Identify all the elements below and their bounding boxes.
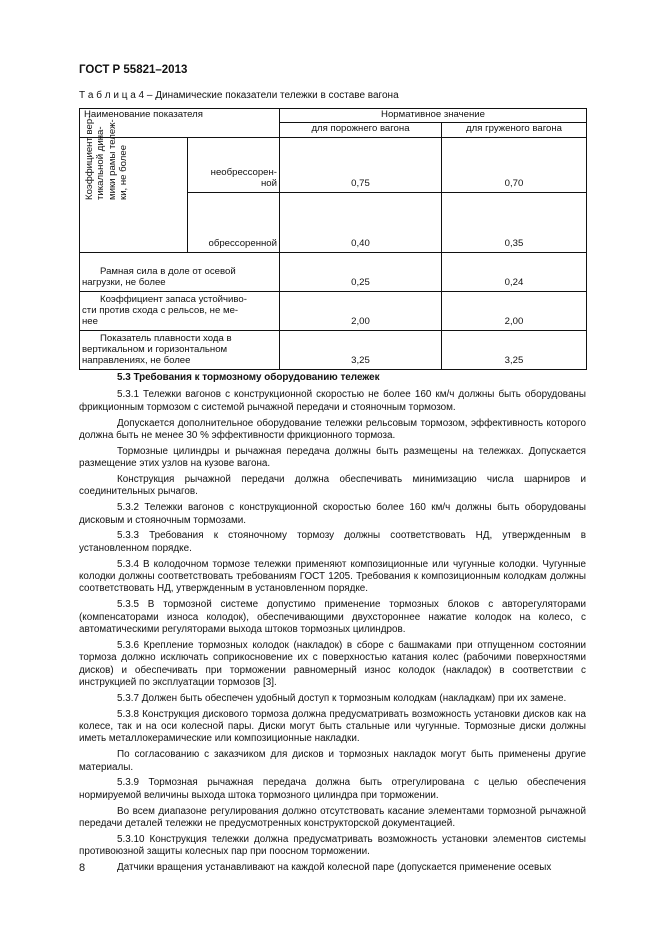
header-indicator-name: Наименование показателя [80, 109, 280, 138]
paragraph: 5.3.2 Тележки вагонов с конструкционной скоростью более 160 км/ч должны быть оборудованы дисковым и стояночным тормозами. [79, 502, 586, 526]
derailment-stability-label: Коэффициент запаса устойчиво- сти против схода с рельсов, не ме- нее [80, 291, 280, 330]
header-loaded-wagon: для груженого вагона [442, 123, 587, 137]
paragraph: 5.3.8 Конструкция дискового тормоза должна предусматривать возможность установки дисков как на колесе, так и на оси колесной пары. Диски могут быть стальные или чугунные. Тормозные диски должны иметь металлокерамические или композиционные накладки. [79, 708, 586, 745]
section-heading: 5.3 Требования к тормозному оборудованию тележек [117, 372, 380, 383]
paragraph: Допускается дополнительное оборудование тележки рельсовым тормозом, эффективность которого должна быть не менее 30 % эффективности фрикционного тормоза. [79, 417, 586, 442]
paragraph: 5.3.9 Тормозная рычажная передача должна быть отрегулирована с целью обеспечения нормируемой величины выхода штока тормозного цилиндра при торможении. [79, 777, 586, 801]
paragraph: 5.3.6 Крепление тормозных колодок (накладок) в сборе с башмаками при отпущенном состоянии тормоза должно исключать соприкосновение их с поверхностью катания колес (рабочими поверхностями дисков) и обеспечивать при торможении равномерный износ колодок (накладок) в соответствии с инструкцией по эксплуатации тормозов [3]. [79, 639, 586, 689]
frame-force-label: Рамная сила в доле от осевой нагрузки, не более [80, 252, 280, 291]
sub-sprung-label: обрессоренной [188, 192, 280, 252]
paragraph: Конструкция рычажной передачи должна обеспечивать минимизацию числа шарниров и соединительных рычагов. [79, 474, 586, 498]
header-normative-value: Нормативное значение [280, 109, 587, 123]
paragraph: 5.3.3 Требования к стояночному тормозу должны соответствовать НД, утвержденным в установленном порядке. [79, 530, 586, 554]
paragraph: 5.3.10 Конструкция тележки должна предусматривать возможность установки элементов системы противоюзной защиты колесных пар при поосном торможении. [79, 833, 586, 858]
ride-smoothness-loaded-value: 3,25 [442, 330, 587, 369]
unsprung-empty-value: 0,75 [280, 137, 442, 192]
dynamic-indicators-table [79, 108, 587, 370]
paragraph: 5.3.4 В колодочном тормозе тележки применяют композиционные или чугунные колодки. Чугунные колодки должны соответствовать требованиям ГОСТ 1205. Требования к композиционным колодкам должны соответствовать НД, утвержденным в установленном порядке. [79, 558, 586, 595]
sprung-empty-value: 0,40 [280, 192, 442, 252]
page-number: 8 [79, 862, 86, 874]
group-label-rotated: Коэффициент вер- тикальной дина- мики рамы тележ- ки, не более [84, 116, 129, 201]
frame-force-loaded-value: 0,24 [442, 252, 587, 291]
paragraph: Датчики вращения устанавливают на каждой колесной паре (допускается применение осевых [117, 862, 552, 874]
ride-smoothness-label: Показатель плавности хода в вертикальном и горизонтальном направлениях, не более [80, 330, 280, 369]
section-body [79, 372, 586, 878]
unsprung-loaded-value: 0,70 [442, 137, 587, 192]
paragraph: Во всем диапазоне регулирования должно отсутствовать касание элементами тормозной рычажной передачи деталей тележки не предусмотренных конструкторской документацией. [79, 805, 586, 830]
frame-force-empty-value: 0,25 [280, 252, 442, 291]
standard-header: ГОСТ Р 55821–2013 [79, 64, 188, 76]
group-label-cell [80, 116, 188, 252]
paragraph: 5.3.5 В тормозной системе допустимо применение тормозных блоков с авторегуляторами (компенсаторами износа колодок), обеспечивающими двухстороннее нажатие колодок на колесо, с автоматическими регуляторами выхода штоков тормозных цилиндров. [79, 599, 586, 636]
paragraph: 5.3.7 Должен быть обеспечен удобный доступ к тормозным колодкам (накладкам) при их замене. [117, 692, 567, 704]
paragraph: По согласованию с заказчиком для дисков и тормозных накладок могут быть применены другие материалы. [79, 749, 586, 773]
header-empty-wagon: для порожнего вагона [280, 123, 442, 137]
sub-unsprung-label: необрессорен- ной [188, 137, 280, 192]
ride-smoothness-empty-value: 3,25 [280, 330, 442, 369]
derailment-empty-value: 2,00 [280, 291, 442, 330]
sprung-loaded-value: 0,35 [442, 192, 587, 252]
paragraph: 5.3.1 Тележки вагонов с конструкционной скоростью не более 160 км/ч должны быть оборудованы фрикционным тормозом с системой рычажной передачи и стояночным тормозом. [79, 389, 586, 413]
table-caption: Т а б л и ц а 4 – Динамические показатели тележки в составе вагона [79, 90, 399, 101]
derailment-loaded-value: 2,00 [442, 291, 587, 330]
paragraph: Тормозные цилиндры и рычажная передача должны быть размещены на тележках. Допускается размещение этих узлов на кузове вагона. [79, 445, 586, 470]
